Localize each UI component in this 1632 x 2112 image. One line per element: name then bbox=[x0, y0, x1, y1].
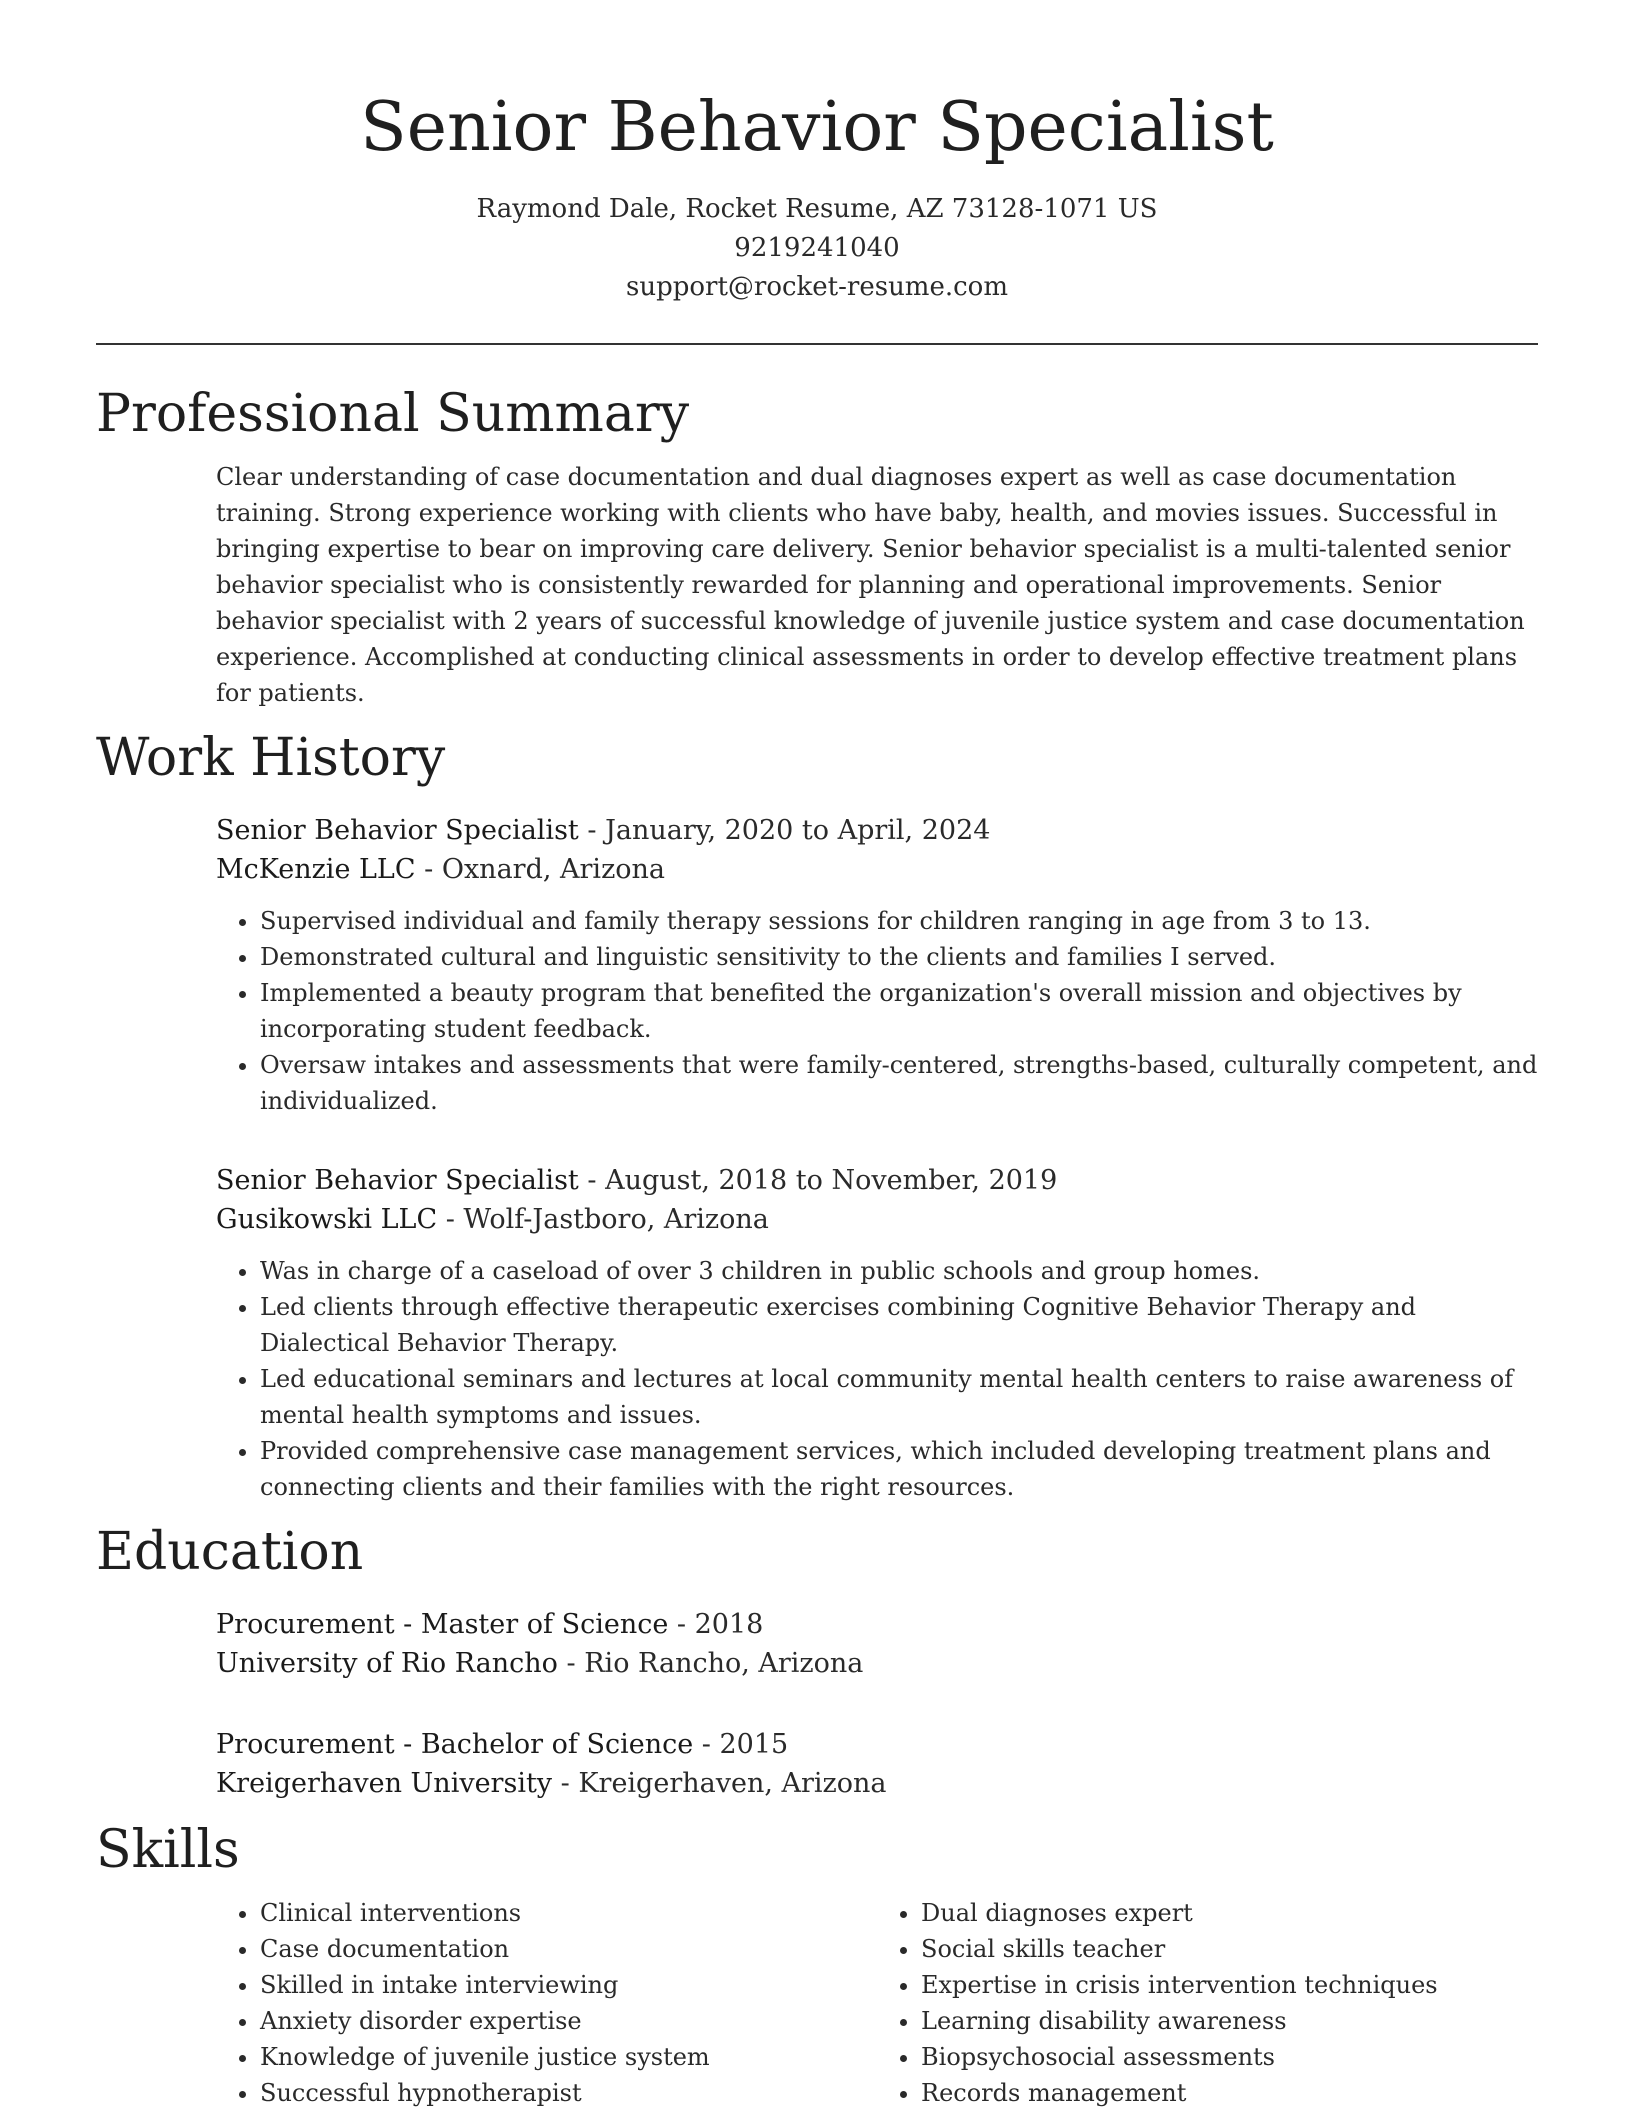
header-divider bbox=[96, 343, 1538, 345]
job-role: Senior Behavior Specialist bbox=[216, 1165, 579, 1196]
skill-item: • Dual diagnoses expert bbox=[921, 1895, 1538, 1931]
job-duty: • Was in charge of a caseload of over 3 children in public schools and group homes. bbox=[260, 1253, 1538, 1289]
school-location: - Rio Rancho, Arizona bbox=[557, 1648, 864, 1679]
job-company-line bbox=[216, 1200, 1538, 1239]
job-title-line bbox=[216, 811, 1538, 850]
job-title-line bbox=[216, 1161, 1538, 1200]
job-company: McKenzie LLC bbox=[216, 854, 416, 885]
school-line bbox=[216, 1644, 1538, 1683]
education-entry bbox=[216, 1725, 1538, 1803]
skill-item: • Learning disability awareness bbox=[921, 2003, 1538, 2039]
job-duty: • Led clients through effective therapeutic exercises combining Cognitive Behavior Therapy and Dialectical Behavior Therapy. bbox=[260, 1289, 1538, 1361]
skills-heading: Skills bbox=[96, 1820, 240, 1880]
job-duty: • Implemented a beauty program that benefited the organization's overall mission and objectives by incorporating student feedback. bbox=[260, 975, 1538, 1047]
job-company: Gusikowski LLC bbox=[216, 1204, 438, 1235]
resume-header bbox=[96, 0, 1538, 307]
skills-section bbox=[96, 1817, 1538, 2111]
skill-item: • Biopsychosocial assessments bbox=[921, 2039, 1538, 2075]
education-heading: Education bbox=[96, 1522, 364, 1582]
school-line bbox=[216, 1764, 1538, 1803]
education-section bbox=[96, 1519, 1538, 1803]
job-duties bbox=[216, 1253, 1538, 1505]
skill-item: • Clinical interventions bbox=[260, 1895, 877, 1931]
degree: Procurement - Master of Science bbox=[216, 1609, 669, 1640]
contact-address: Raymond Dale, Rocket Resume, AZ 73128-1071 US bbox=[476, 194, 1158, 224]
degree-line bbox=[216, 1725, 1538, 1764]
job-role: Senior Behavior Specialist bbox=[216, 815, 579, 846]
contact-email: support@rocket-resume.com bbox=[625, 272, 1008, 302]
school-location: - Kreigerhaven, Arizona bbox=[552, 1768, 887, 1799]
graduation-year: - 2018 bbox=[668, 1609, 764, 1640]
job-duty: • Provided comprehensive case management services, which included developing treatment plans and connecting clients and their families with the right resources. bbox=[260, 1433, 1538, 1505]
degree-line bbox=[216, 1605, 1538, 1644]
job-location: - Oxnard, Arizona bbox=[415, 854, 666, 885]
work-history-section bbox=[96, 725, 1538, 1505]
skills-list-left bbox=[216, 1895, 877, 2111]
graduation-year: - 2015 bbox=[693, 1729, 789, 1760]
skills-list-right bbox=[877, 1895, 1538, 2111]
contact-phone: 9219241040 bbox=[734, 233, 900, 263]
skill-item: • Case documentation bbox=[260, 1931, 877, 1967]
degree: Procurement - Bachelor of Science bbox=[216, 1729, 694, 1760]
summary-text: Clear understanding of case documentation and dual diagnoses expert as well as case documentation training. Strong experience working with clients who have baby, health, and movies issues. Successful in bringing expertise to bear on improving care delivery. Senior behavior specialist is a multi-talented senior behavior specialist who is consistently rewarded for planning and operational improvements. Senior behavior specialist with 2 years of successful knowledge of juvenile justice system and case documentation experience. Accomplished at conducting clinical assessments in order to develop effective treatment plans for patients. bbox=[216, 463, 1525, 707]
job-duty: • Oversaw intakes and assessments that were family-centered, strengths-based, culturally competent, and individualized. bbox=[260, 1047, 1538, 1119]
job-duty: • Led educational seminars and lectures at local community mental health centers to raise awareness of mental health symptoms and issues. bbox=[260, 1361, 1538, 1433]
skill-item: • Anxiety disorder expertise bbox=[260, 2003, 877, 2039]
job-duty: • Demonstrated cultural and linguistic sensitivity to the clients and families I served. bbox=[260, 939, 1538, 975]
skill-item: • Knowledge of juvenile justice system bbox=[260, 2039, 877, 2075]
skills-columns bbox=[216, 1895, 1538, 2111]
education-entry bbox=[216, 1605, 1538, 1683]
job-dates: - August, 2018 to November, 2019 bbox=[578, 1165, 1058, 1196]
job-entry bbox=[216, 1161, 1538, 1505]
summary-heading: Professional Summary bbox=[96, 384, 690, 444]
school-name: University of Rio Rancho bbox=[216, 1648, 558, 1679]
resume-title: Senior Behavior Specialist bbox=[360, 88, 1274, 167]
work-history-heading: Work History bbox=[96, 728, 446, 788]
resume-page bbox=[96, 0, 1538, 2111]
job-location: - Wolf-Jastboro, Arizona bbox=[437, 1204, 769, 1235]
skill-item: • Successful hypnotherapist bbox=[260, 2075, 877, 2111]
skill-item: • Records management bbox=[921, 2075, 1538, 2111]
skill-item: • Social skills teacher bbox=[921, 1931, 1538, 1967]
job-company-line bbox=[216, 850, 1538, 889]
school-name: Kreigerhaven University bbox=[216, 1768, 553, 1799]
job-entry bbox=[216, 811, 1538, 1119]
skill-item: • Skilled in intake interviewing bbox=[260, 1967, 877, 2003]
job-duties bbox=[216, 903, 1538, 1119]
summary-section bbox=[96, 381, 1538, 711]
job-dates: - January, 2020 to April, 2024 bbox=[578, 815, 991, 846]
job-duty: • Supervised individual and family therapy sessions for children ranging in age from 3 to 13. bbox=[260, 903, 1538, 939]
contact-info bbox=[96, 190, 1538, 307]
skill-item: • Expertise in crisis intervention techniques bbox=[921, 1967, 1538, 2003]
